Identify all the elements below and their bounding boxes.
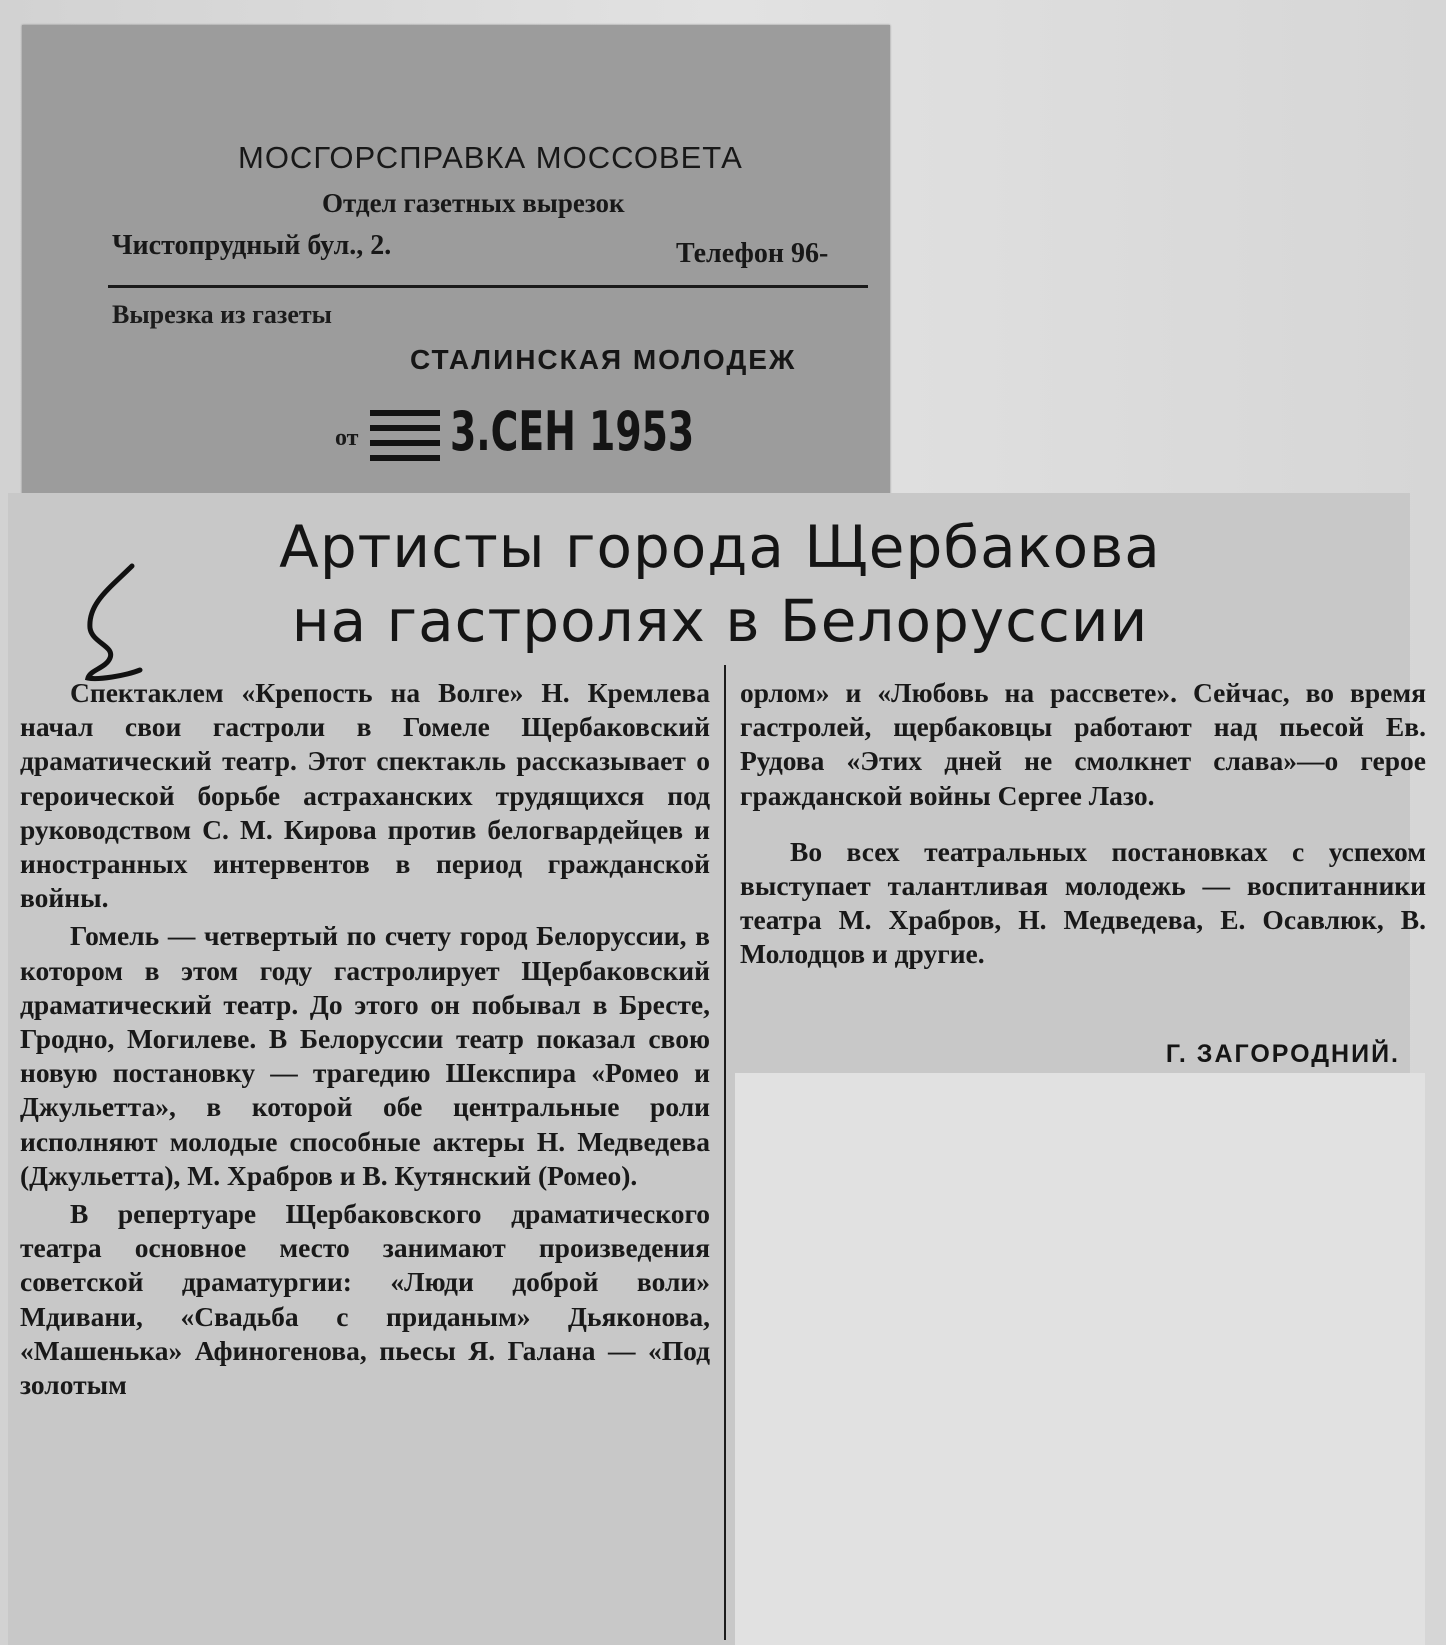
slip-from-label: от [335,425,359,451]
slip-phone: Телефон 96- [676,238,829,269]
headline-line-2: на гастролях в Белоруссии [291,587,1149,655]
stamp-date: 3.СЕН 1953 [450,400,695,463]
paragraph: В репертуаре Щербаковского драматического театра основное место занимают произведения советской драматургии: «Люди доброй воли» Мдивани, «Свадьба с приданым» Дьяконова, «Машенька» Афиногенова, пьесы Я. Галана — «Под золотым [20,1198,710,1401]
paragraph: Спектаклем «Крепость на Волге» Н. Кремлева начал свои гастроли в Гомеле Щербаковский драматический театр. Этот спектакль рассказывает о героической борьбе астраханских трудящихся под руководством С. М. Кирова против белогвардейцев и иностранных интервентов в период гражданской войны. [20,677,710,914]
article-headline [60,510,1380,658]
article-left-column [20,676,710,1402]
clipping-lower-right-area [735,1073,1425,1645]
stamp-bars [370,410,445,470]
slip-address: Чистопрудный бул., 2. [112,230,392,261]
headline-line-1: Артисты города Щербакова [279,513,1161,581]
slip-newspaper-name: СТАЛИНСКАЯ МОЛОДЕЖ [410,344,797,375]
column-divider [724,665,726,1640]
handwritten-mark-icon [70,558,150,688]
article-right-column [740,676,1426,972]
slip-cutting-label: Вырезка из газеты [112,300,332,329]
date-stamp [370,400,770,490]
slip-divider [108,285,868,288]
slip-department: Отдел газетных вырезок [322,188,625,218]
paragraph: Гомель — четвертый по счету город Белоруссии, в котором в этом году гастролирует Щербаковский драматический театр. До этого он побывал в Бресте, Гродно, Могилеве. В Белоруссии театр показал свою новую постановку — трагедию Шекспира «Ромео и Джульетта», в которой обе центральные роли исполняют молодые способные актеры Н. Медведева (Джульетта), М. Храбров и В. Кутянский (Ромео). [20,920,710,1191]
slip-organization: МОСГОРСПРАВКА МОССОВЕТА [238,140,743,175]
paragraph: орлом» и «Любовь на рассвете». Сейчас, во время гастролей, щербаковцы работают над пьесой Ев. Рудова «Этих дней не смолкнет слава»—о герое гражданской войны Сергее Лазо. [740,677,1426,811]
paragraph: Во всех театральных постановках с успехом выступает талантливая молодежь — воспитанники театра М. Храбров, Н. Медведева, Е. Осавлюк, В. Молодцов и другие. [740,835,1426,970]
author-signature: Г. ЗАГОРОДНИЙ. [1165,1040,1400,1068]
